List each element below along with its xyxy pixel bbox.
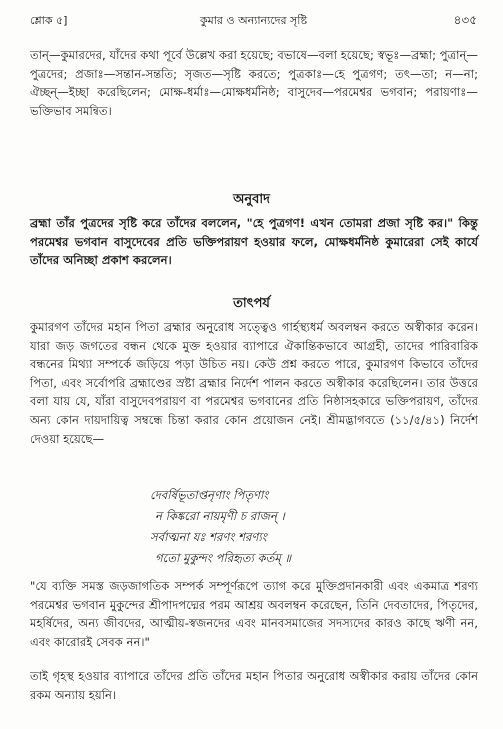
verse-line-4: গতো মুকুন্দং পরিহৃত্য কর্তম্ ॥ xyxy=(155,551,292,565)
translation-text: ব্রহ্মা তাঁর পুত্রদের সৃষ্টি করে তাঁদের বললেন, "হে পুত্রগণ! এখন তোমরা প্রজা সৃষ্টি কর।" কিন্তু পরমেশ্বর ভগবান বাসুদেবের প্রতি ভক্তিপরায়ণ হওয়ার ফলে, মোক্ষধর্মনিষ্ঠ কুমারেরা সেই কার্যে তাঁদের অনিচ্ছা প্রকাশ করলেন। xyxy=(30,216,478,268)
page-number: ৪৩৫ xyxy=(453,13,477,27)
translation-heading: অনুবাদ xyxy=(233,192,270,207)
chapter-title: কুমার ও অন্যান্যদের সৃষ্টি xyxy=(199,14,308,27)
verse-line-3: সর্বাত্মনা যঃ শরণং শরণ্যং xyxy=(150,530,267,544)
word-for-word-synonyms: তান্—কুমারদের, যাঁদের কথা পূর্বে উল্লেখ করা হয়েছে; বভাষে—বলা হয়েছে; স্বভূঃ—ব্রহ্মা; পুত্রান্—পুত্রদের; প্রজাঃ—সন্তান-সন্ততি; সৃজত—সৃষ্টি করতে; পুত্রকাঃ—হে পুত্রগণ; তৎ—তা; ন—না; ঐচ্ছন্—ইচ্ছা করেছিলেন; মোক্ষ-ধর্মাঃ—মোক্ষধর্মনিষ্ঠ; বাসুদেব—পরমেশ্বর ভগবান; পরায়ণাঃ—ভক্তিভাব সমন্বিত। xyxy=(30,48,478,118)
verse-line-1: দেবর্ষিভূতাপ্তনৃণাং পিতৃণাং xyxy=(150,488,269,502)
concluding-paragraph: তাই গৃহস্থ হওয়ার ব্যাপারে তাঁদের প্রতি তাঁদের মহান পিতার অনুরোধ অস্বীকার করায় তাঁদের কোন রকম অন্যায় হয়নি। xyxy=(30,669,478,702)
page-header xyxy=(30,12,477,30)
verse-reference: শ্লোক ৫] xyxy=(30,14,68,27)
verse-line-2: ন কিঙ্করো নায়মৃণী চ রাজন্ । xyxy=(155,509,285,523)
purport-text: কুমারগণ তাঁদের মহান পিতা ব্রহ্মার অনুরোধ সত্ত্বেও গার্হস্থ্যধর্ম অবলম্বন করতে অস্বীকার করেন। যারা জড় জগতের বন্ধন থেকে মুক্ত হওয়ার ব্যাপারে ঐকান্তিকভাবে আগ্রহী, তাদের পারিবারিক বন্ধনের মিথ্যা সম্পর্কে জড়িয়ে পড়া উচিত নয়। কেউ প্রশ্ন করতে পারে, কুমারগণ কিভাবে তাঁদের পিতা, এবং সর্বোপরি ব্রহ্মাণ্ডের স্রষ্টা ব্রহ্মার নির্দেশ পালন করতে অস্বীকার করেছিলেন। তার উত্তরে বলা যায় যে, যাঁরা বাসুদেবপরায়ণ বা পরমেশ্বর ভগবানের প্রতি নিষ্ঠাসহকারে ভক্তিপরায়ণ, তাঁদের অন্য কোন দায়দায়িত্ব সম্বন্ধে চিন্তা করার কোন প্রয়োজন নেই। শ্রীমদ্ভাগবতে (১১/৫/৪১) নির্দেশ দেওয়া হয়েছে— xyxy=(30,320,478,446)
purport-heading: তাৎপর্য xyxy=(233,296,270,311)
verse-translation-quote: "যে ব্যক্তি সমস্ত জড়জাগতিক সম্পর্ক সম্পূর্ণরূপে ত্যাগ করে মুক্তিপ্রদানকারী এবং একমাত্র শরণ্য পরমেশ্বর ভগবান মুকুন্দের শ্রীপাদপদ্মের পরম আশ্রয় অবলম্বন করেছেন, তিনি দেবতাদের, পিতৃদের, মহর্ষিদের, অন্য জীবদের, আত্মীয়-স্বজনদের এবং মানবসমাজের সদস্যদের কারও কাছে ঋণী নন, এবং কারোরই সেবক নন।" xyxy=(30,579,478,649)
